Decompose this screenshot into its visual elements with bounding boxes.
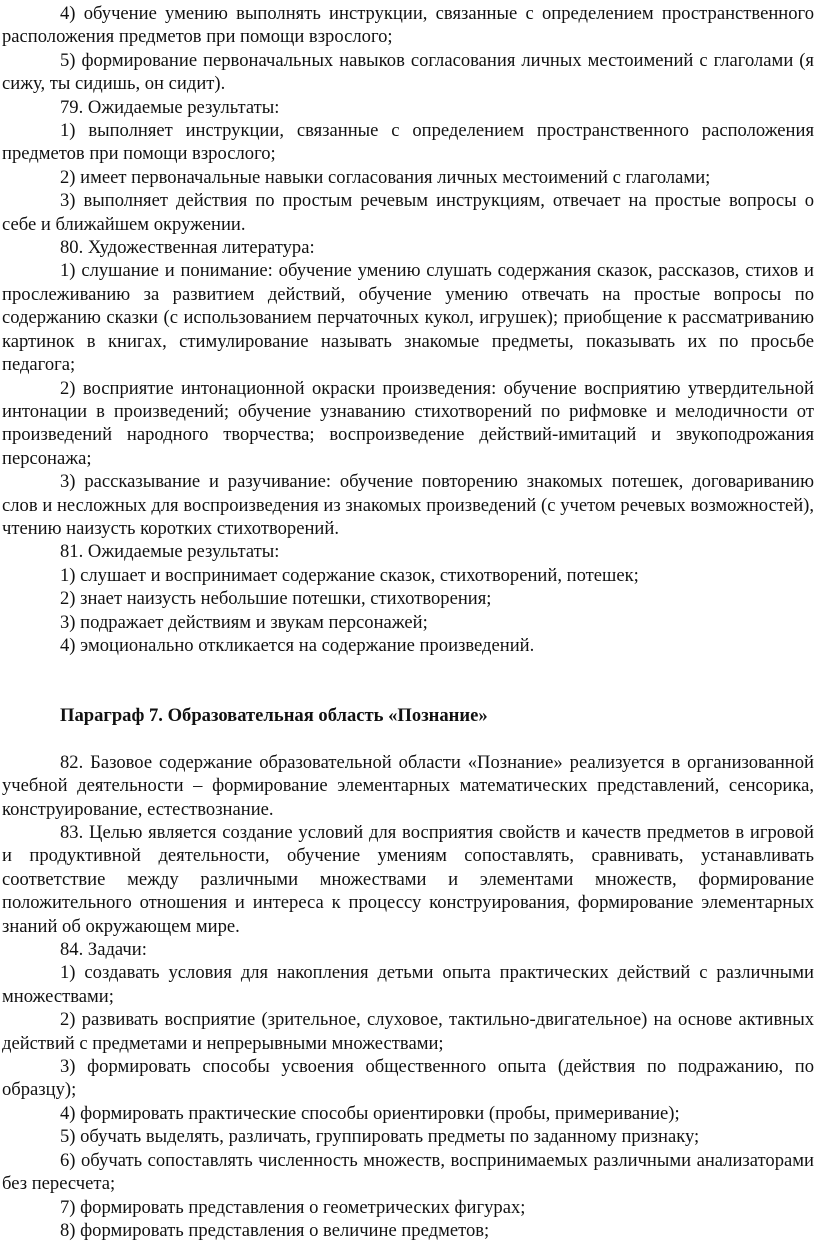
heading-gap — [2, 728, 814, 751]
paragraph: 1) выполняет инструкции, связанные с определением пространственного расположения предметов при помощи взрослого; — [2, 120, 814, 165]
paragraph: 84. Задачи: — [60, 939, 147, 961]
paragraph: 8) формировать представления о величине предметов; — [60, 1219, 490, 1241]
paragraph: 6) обучать сопоставлять численность множеств, воспринимаемых различными анализаторами без пересчета; — [2, 1149, 814, 1195]
paragraph: 4) формировать практические способы ориентировки (пробы, примеривание); — [60, 1102, 680, 1124]
paragraph: 3) формировать способы усвоения общественного опыта (действия по подражанию, по образцу); — [2, 1056, 814, 1101]
paragraph: 3) выполняет действия по простым речевым инструкциям, отвечает на простые вопросы о себе и ближайшем окружении. — [2, 190, 814, 235]
paragraph: 80. Художественная литература: — [60, 237, 315, 259]
section-speech-development — [2, 0, 814, 657]
paragraph: 1) слушает и воспринимает содержание сказок, стихотворений, потешек; — [60, 564, 639, 586]
section-cognition — [2, 751, 814, 1242]
paragraph: 5) формирование первоначальных навыков согласования личных местоимений с глаголами (я сижу, ты сидишь, он сидит). — [2, 49, 814, 95]
paragraph: 83. Целью является создание условий для восприятия свойств и качеств предметов в игровой и продуктивной деятельности, обучение умениям сопоставлять, сравнивать, устанавливать соответствие между различными множествами и элементами множеств, формирование положительного отношения и интереса к процессу конструирования, формирование элементарных знаний об окружающем мире. — [2, 822, 814, 937]
paragraph: 4) эмоционально откликается на содержание произведений. — [60, 634, 535, 656]
paragraph: 2) восприятие интонационной окраски произведения: обучение восприятию утвердительной интонации в произведений; обучение узнаванию стихотворений по рифмовке и мелодичности от произведений народного творчества; воспроизведение действий-имитаций и звукоподрожания персонажа; — [2, 377, 814, 469]
section-gap — [2, 657, 814, 704]
paragraph: 81. Ожидаемые результаты: — [60, 541, 280, 563]
paragraph: 79. Ожидаемые результаты: — [60, 96, 280, 118]
paragraph: 7) формировать представления о геометрических фигурах; — [60, 1196, 526, 1218]
paragraph: 2) знает наизусть небольшие потешки, стихотворения; — [60, 588, 492, 610]
paragraph: 5) обучать выделять, различать, группировать предметы по заданному признаку; — [60, 1126, 700, 1148]
section-heading: Параграф 7. Образовательная область «Познание» — [60, 705, 488, 727]
paragraph: 3) рассказывание и разучивание: обучение повторению знакомых потешек, договариванию слов и несложных для воспроизведения из знакомых произведений (с учетом речевых возможностей), чтению наизусть коротких стихотворений. — [2, 471, 814, 539]
paragraph: 1) создавать условия для накопления детьми опыта практических действий с различными множествами; — [2, 962, 814, 1007]
paragraph: 1) слушание и понимание: обучение умению слушать содержания сказок, рассказов, стихов и прослеживанию за развитием действий, обучение умению отвечать на простые вопросы по содержанию сказки (с использованием перчаточных кукол, игрушек); приобщение к рассматриванию картинок в книгах, стимулирование называть знакомые предметы, показывать их по просьбе педагога; — [2, 260, 814, 376]
paragraph: 3) подражает действиям и звукам персонажей; — [60, 611, 428, 633]
paragraph: 2) имеет первоначальные навыки согласования личных местоимений с глаголами; — [60, 166, 711, 188]
paragraph: 82. Базовое содержание образовательной области «Познание» реализуется в организованной учебной деятельности – формирование элементарных математических представлений, сенсорика, конструирование, естествознание. — [2, 751, 814, 820]
paragraph: 4) обучение умению выполнять инструкции, связанные с определением пространственного расположения предметов при помощи взрослого; — [2, 3, 814, 48]
paragraph: 2) развивать восприятие (зрительное, слуховое, тактильно-двигательное) на основе активных действий с предметами и непрерывными множествами; — [2, 1009, 814, 1054]
